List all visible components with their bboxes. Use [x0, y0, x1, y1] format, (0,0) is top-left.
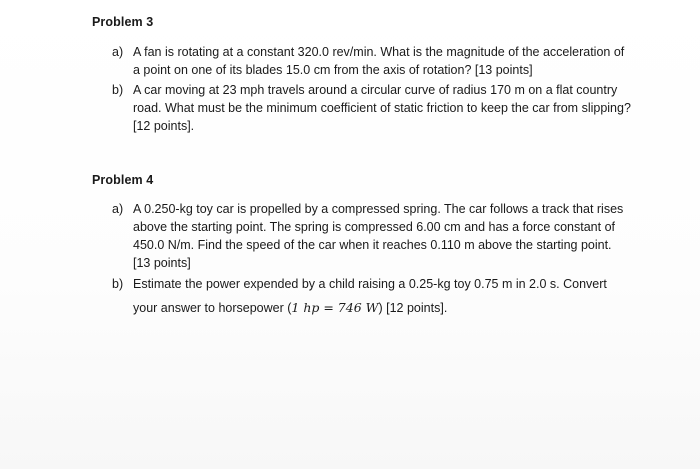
problem-3-title: Problem 3	[92, 15, 154, 29]
item-text: A 0.250-kg toy car is propelled by a compressed spring. The car follows a track that rises above the starting point. The spring is compressed 6.00 cm and has a force constant of 450.0 N/m. Find the speed of the car when it reaches 0.110 m above the starting point. [13 points]	[133, 202, 624, 270]
problem-3a	[112, 43, 632, 79]
item-text-after: ) [12 points].	[378, 301, 448, 315]
problem-4b	[112, 272, 632, 320]
item-text: A car moving at 23 mph travels around a circular curve of radius 170 m on a flat country road. What must be the minimum coefficient of static friction to keep the car from slipping? [12 points].	[133, 83, 631, 133]
item-text-before: Estimate the power expended by a child raising a 0.25-kg toy 0.75 m in 2.0 s. Convert your answer to horsepower (	[133, 277, 607, 315]
item-label: b)	[112, 277, 124, 291]
horsepower-equation: 1 hp = 746 W	[291, 300, 379, 315]
problem-3b	[112, 81, 632, 135]
item-text: A fan is rotating at a constant 320.0 rev/min. What is the magnitude of the acceleration of a point on one of its blades 15.0 cm from the axis of rotation? [13 points]	[133, 45, 625, 77]
problem-4a	[112, 200, 632, 272]
item-label: b)	[112, 83, 124, 97]
item-text	[133, 272, 632, 320]
item-label: a)	[112, 202, 124, 216]
item-label: a)	[112, 45, 124, 59]
problem-4-title: Problem 4	[92, 173, 154, 187]
